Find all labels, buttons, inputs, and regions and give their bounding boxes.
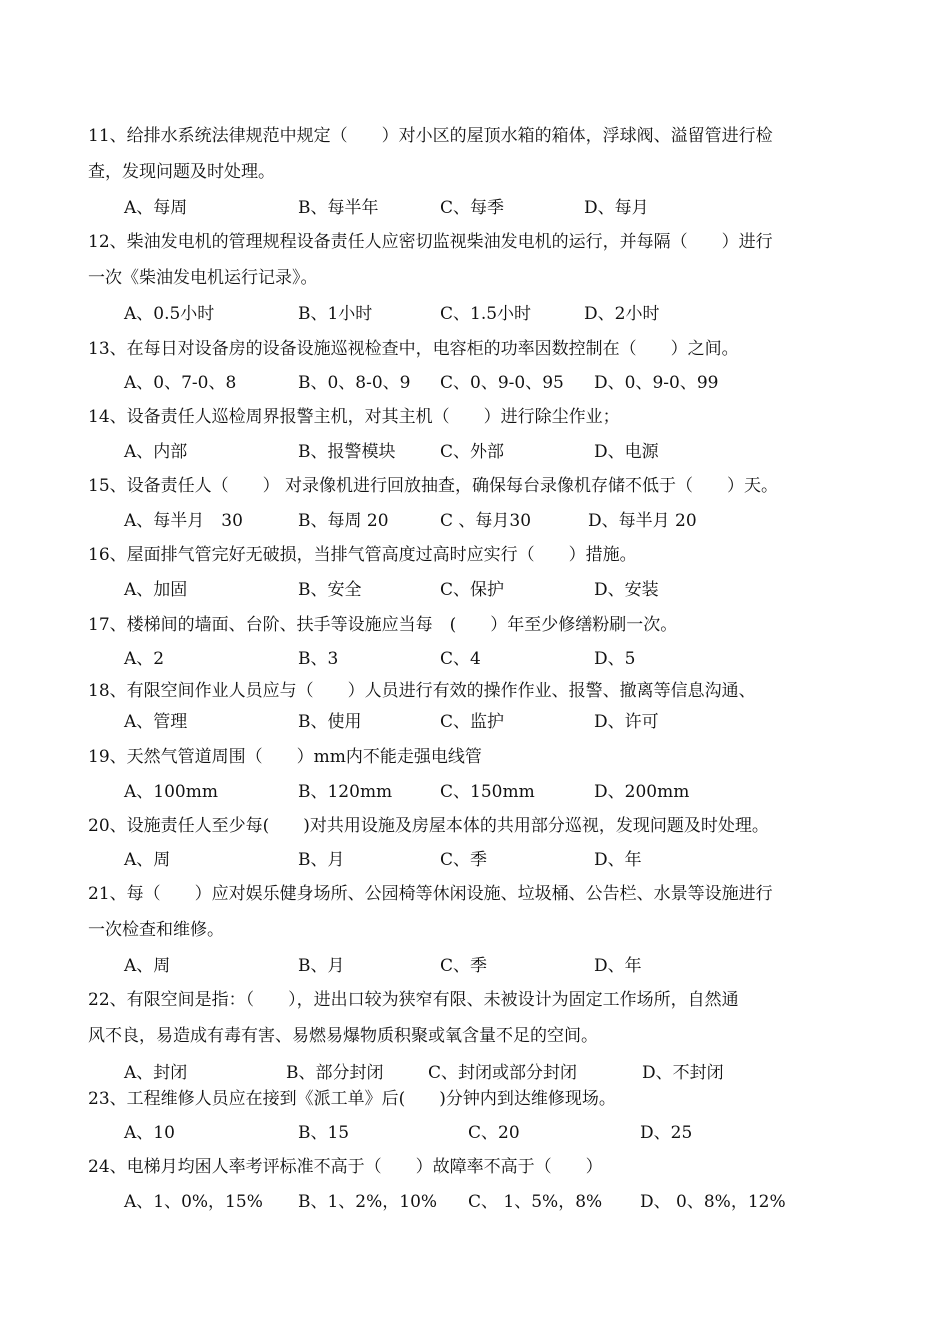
- question-11-line-2: 查，发现问题及时处理。: [88, 162, 275, 182]
- question-16-option-c: C、保护: [440, 580, 505, 600]
- question-12-option-c: C、1.5小时: [440, 304, 532, 324]
- question-12-line-1: 12、柴油发电机的管理规程设备责任人应密切监视柴油发电机的运行，并每隔（ ）进行: [88, 232, 773, 252]
- question-17-option-b: B、3: [298, 649, 339, 669]
- question-21: [88, 876, 858, 948]
- question-13-option-d: D、0、9-0、99: [594, 373, 719, 393]
- question-23-option-d: D、25: [640, 1123, 693, 1143]
- question-15-option-d: D、每半月 20: [588, 511, 697, 531]
- question-21-line-1: 21、每（ ）应对娱乐健身场所、公园椅等休闲设施、垃圾桶、公告栏、水景等设施进行: [88, 884, 773, 904]
- question-13-option-b: B、0、8-0、9: [298, 373, 411, 393]
- question-11-option-d: D、每月: [584, 198, 649, 218]
- question-20-line-1: 20、设施责任人至少每( )对共用设施及房屋本体的共用部分巡视，发现问题及时处理。: [88, 816, 769, 836]
- question-12-line-2: 一次《柴油发电机运行记录》。: [88, 268, 318, 288]
- question-18-option-a: A、管理: [124, 712, 188, 732]
- question-14-option-d: D、电源: [594, 442, 659, 462]
- question-23: [88, 1081, 858, 1117]
- question-19-option-b: B、120mm: [298, 782, 393, 802]
- question-15-option-b: B、每周 20: [298, 511, 389, 531]
- question-14-option-a: A、内部: [124, 442, 188, 462]
- question-13-line-1: 13、在每日对设备房的设备设施巡视检查中，电容柜的功率因数控制在（ ）之间。: [88, 339, 739, 359]
- question-13-option-a: A、0、7-0、8: [124, 373, 237, 393]
- question-23-line-1: 23、工程维修人员应在接到《派工单》后( )分钟内到达维修现场。: [88, 1089, 616, 1109]
- question-15: [88, 468, 858, 504]
- question-21-option-a: A、周: [124, 956, 171, 976]
- question-18-option-c: C、监护: [440, 712, 505, 732]
- question-23-option-a: A、10: [124, 1123, 175, 1143]
- question-19-option-d: D、200mm: [594, 782, 690, 802]
- question-22-line-2: 风不良，易造成有毒有害、易燃易爆物质积聚或氧含量不足的空间。: [88, 1026, 598, 1046]
- question-20: [88, 808, 858, 844]
- question-17-option-c: C、4: [440, 649, 481, 669]
- question-16-option-b: B、安全: [298, 580, 362, 600]
- question-11-option-a: A、每周: [124, 198, 188, 218]
- question-15-option-c: C 、每月30: [440, 511, 532, 531]
- question-19-option-a: A、100mm: [124, 782, 218, 802]
- question-16-line-1: 16、屋面排气管完好无破损，当排气管高度过高时应实行（ ）措施。: [88, 545, 637, 565]
- question-18: [88, 673, 858, 709]
- question-20-option-b: B、月: [298, 850, 345, 870]
- question-24: [88, 1149, 858, 1185]
- question-16-option-a: A、加固: [124, 580, 188, 600]
- question-17-option-d: D、5: [594, 649, 636, 669]
- question-14-line-1: 14、设备责任人巡检周界报警主机，对其主机（ ）进行除尘作业；: [88, 407, 620, 427]
- question-18-option-d: D、许可: [594, 712, 659, 732]
- question-22-line-1: 22、有限空间是指：（ ），进出口较为狭窄有限、未被设计为固定工作场所，自然通: [88, 990, 739, 1010]
- question-23-option-b: B、15: [298, 1123, 350, 1143]
- question-11-option-c: C、每季: [440, 198, 505, 218]
- question-23-option-c: C、20: [468, 1123, 520, 1143]
- question-11-line-1: 11、给排水系统法律规范中规定（ ）对小区的屋顶水箱的箱体，浮球阀、溢留管进行检: [88, 126, 773, 146]
- question-14-option-b: B、报警模块: [298, 442, 396, 462]
- question-13-option-c: C、0、9-0、95: [440, 373, 564, 393]
- question-14: [88, 399, 858, 435]
- question-22: [88, 982, 858, 1054]
- question-20-option-a: A、周: [124, 850, 171, 870]
- question-16-option-d: D、安装: [594, 580, 659, 600]
- question-21-option-d: D、年: [594, 956, 642, 976]
- question-22-option-d: D、不封闭: [642, 1063, 724, 1083]
- question-18-option-b: B、使用: [298, 712, 362, 732]
- question-19: [88, 739, 858, 775]
- question-17-option-a: A、2: [124, 649, 165, 669]
- question-21-option-c: C、季: [440, 956, 488, 976]
- question-12-option-a: A、0.5小时: [124, 304, 215, 324]
- question-16: [88, 537, 858, 573]
- question-15-line-1: 15、设备责任人（ ） 对录像机进行回放抽查，确保每台录像机存储不低于（ ）天。: [88, 476, 779, 496]
- question-19-line-1: 19、天然气管道周围（ ）mm内不能走强电线管: [88, 747, 482, 767]
- question-15-option-a: A、每半月 30: [124, 511, 243, 531]
- question-21-option-b: B、月: [298, 956, 345, 976]
- question-24-option-c: C、 1、5%，8%: [468, 1192, 603, 1212]
- question-11-option-b: B、每半年: [298, 198, 379, 218]
- question-22-option-a: A、封闭: [124, 1063, 188, 1083]
- question-24-option-b: B、1、2%，10%: [298, 1192, 438, 1212]
- question-21-line-2: 一次检查和维修。: [88, 920, 224, 940]
- question-24-option-a: A、1、0%，15%: [124, 1192, 263, 1212]
- question-20-option-d: D、年: [594, 850, 642, 870]
- question-11: [88, 118, 858, 190]
- question-12: [88, 224, 858, 296]
- question-12-option-d: D、2小时: [584, 304, 660, 324]
- question-20-option-c: C、季: [440, 850, 488, 870]
- question-14-option-c: C、外部: [440, 442, 505, 462]
- question-17-line-1: 17、楼梯间的墙面、台阶、扶手等设施应当每 ( ）年至少修缮粉刷一次。: [88, 615, 678, 635]
- question-22-option-b: B、部分封闭: [286, 1063, 384, 1083]
- question-22-option-c: C、封闭或部分封闭: [428, 1063, 578, 1083]
- question-24-option-d: D、 0、8%，12%: [640, 1192, 786, 1212]
- question-17: [88, 607, 858, 643]
- question-13: [88, 331, 858, 367]
- question-19-option-c: C、150mm: [440, 782, 535, 802]
- question-24-line-1: 24、电梯月均困人率考评标准不高于（ ）故障率不高于（ ）: [88, 1157, 603, 1177]
- question-12-option-b: B、1小时: [298, 304, 373, 324]
- question-18-line-1: 18、有限空间作业人员应与（ ）人员进行有效的操作作业、报警、撤离等信息沟通、: [88, 681, 756, 701]
